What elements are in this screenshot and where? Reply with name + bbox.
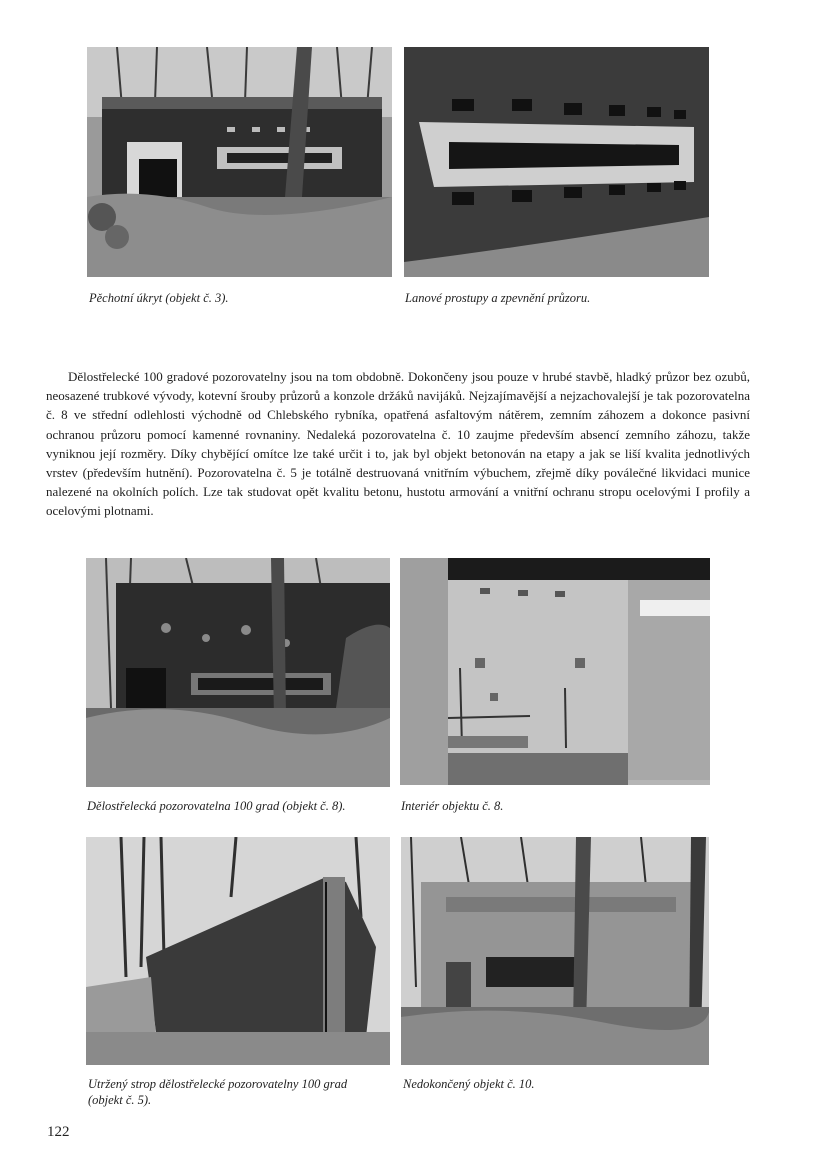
caption-broken-ceiling-line1: Utržený strop dělostřelecké pozorovatelny 100 grad xyxy=(88,1077,348,1091)
caption-broken-ceiling-line2: (objekt č. 5). xyxy=(88,1093,152,1107)
caption-infantry-shelter: Pěchotní úkryt (objekt č. 3). xyxy=(89,291,229,305)
photo-broken-ceiling-image xyxy=(86,837,390,1065)
photo-artillery-post-image xyxy=(86,558,390,787)
photo-broken-ceiling xyxy=(86,837,390,1065)
photo-infantry-shelter-image xyxy=(87,47,392,277)
photo-observation-slot-image xyxy=(404,47,709,277)
caption-artillery-post: Dělostřelecká pozorovatelna 100 grad (objekt č. 8). xyxy=(87,799,346,813)
caption-interior: Interiér objektu č. 8. xyxy=(401,799,504,813)
photo-observation-slot xyxy=(404,47,709,277)
caption-broken-ceiling xyxy=(88,1076,347,1108)
photo-artillery-post xyxy=(86,558,390,787)
photo-interior xyxy=(400,558,710,785)
page-number: 122 xyxy=(47,1124,70,1140)
photo-infantry-shelter xyxy=(87,47,392,277)
body-paragraph: Dělostřelecké 100 gradové pozorovatelny jsou na tom obdobně. Dokončeny jsou pouze v hrubé stavbě, hladký průzor bez ozubů, neosazené trubkové vývody, kotevní šrouby průzorů a konzole držáků navijáků. Nejzajímavější a nejzachovalejší je tak pozorovatelna č. 8 ve střední odlehlosti východně od Chlebského rybníka, opatřená asfaltovým nátěrem, zemním záhozem a dokonce pasivní ochranou průzoru pomocí kamenné rovnaniny. Nedaleká pozorovatelna č. 10 zaujme především absencí zemního záhozu, takže vyniknou její rozměry. Díky chybějící omítce lze také určit i to, jak byl objekt betonován na etapy a jak se liší kvalita jednotlivých vrstev (především hutnění). Pozorovatelna č. 5 je totálně destruovaná vnitřním výbuchem, zřejmě díky poválečné likvidaci munice nalezené na okolních polích. Lze tak studovat opět kvalitu betonu, hustotu armování a vnitřní ochranu stropu ocelovými I profily a ocelovými plotnami. xyxy=(46,369,750,519)
photo-interior-image xyxy=(400,558,710,785)
caption-observation-slot: Lanové prostupy a zpevnění průzoru. xyxy=(405,291,591,305)
photo-unfinished-bunker-image xyxy=(401,837,709,1065)
photo-unfinished-bunker xyxy=(401,837,709,1065)
caption-unfinished-bunker: Nedokončený objekt č. 10. xyxy=(403,1077,535,1091)
